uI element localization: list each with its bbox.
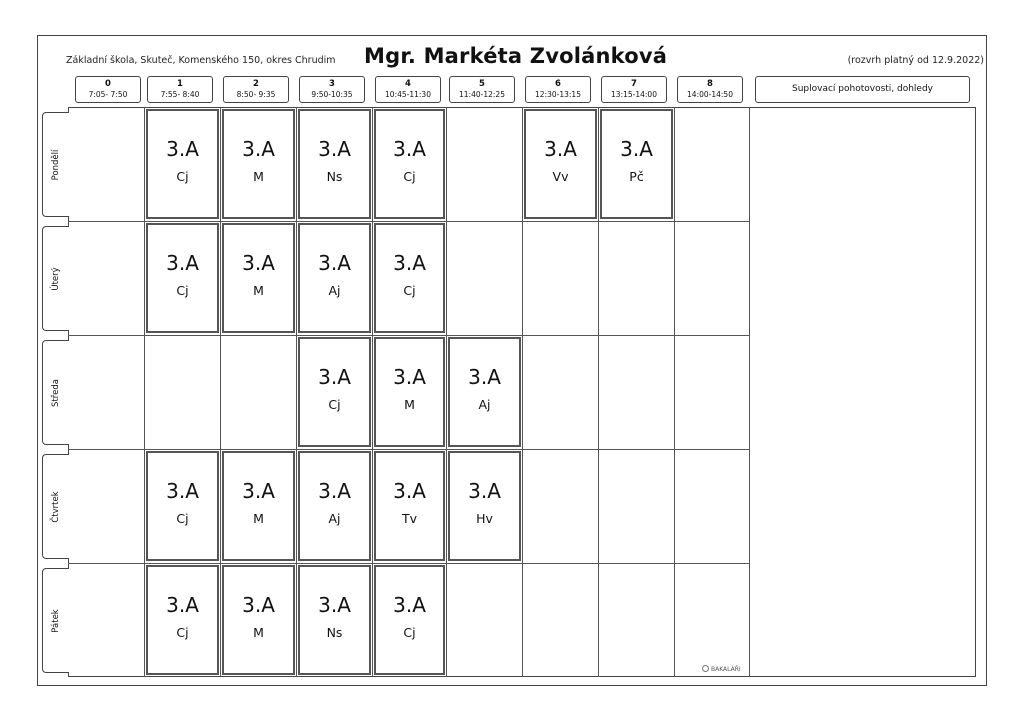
lesson-subject: M xyxy=(404,397,415,412)
lesson-cell xyxy=(524,109,597,219)
lesson-cell xyxy=(222,223,295,333)
lesson-cell xyxy=(298,223,371,333)
teacher-name: Mgr. Markéta Zvolánková xyxy=(364,44,668,68)
grid-row-divider xyxy=(68,449,749,450)
period-number: 3 xyxy=(329,79,335,89)
lesson-class: 3.A xyxy=(468,479,501,503)
period-number: 6 xyxy=(555,79,561,89)
period-time: 10:45-11:30 xyxy=(385,90,431,99)
grid-row-divider xyxy=(68,221,749,222)
lesson-subject: Cj xyxy=(176,625,189,640)
period-header-0 xyxy=(75,76,141,103)
period-time: 13:15-14:00 xyxy=(611,90,657,99)
lesson-class: 3.A xyxy=(620,137,653,161)
grid-column-divider xyxy=(522,107,523,677)
lesson-subject: M xyxy=(253,169,264,184)
grid-row-divider xyxy=(68,335,749,336)
lesson-cell xyxy=(298,337,371,447)
lesson-class: 3.A xyxy=(318,251,351,275)
lesson-class: 3.A xyxy=(393,593,426,617)
period-time: 8:50- 9:35 xyxy=(236,90,276,99)
period-number: 0 xyxy=(105,79,111,89)
period-number: 7 xyxy=(631,79,637,89)
lesson-class: 3.A xyxy=(393,479,426,503)
lesson-subject: Aj xyxy=(478,397,491,412)
lesson-cell xyxy=(448,451,521,561)
lesson-subject: Ns xyxy=(326,625,343,640)
day-label: Středa xyxy=(51,378,61,407)
period-header-8 xyxy=(677,76,743,103)
grid-column-divider xyxy=(674,107,675,677)
period-number: 1 xyxy=(177,79,183,89)
period-header-3 xyxy=(299,76,365,103)
lesson-cell xyxy=(222,565,295,675)
lesson-subject: Cj xyxy=(176,169,189,184)
lesson-class: 3.A xyxy=(242,593,275,617)
lesson-subject: Pč xyxy=(629,169,644,184)
day-label: Pátek xyxy=(51,608,61,633)
period-number: 2 xyxy=(253,79,259,89)
lesson-class: 3.A xyxy=(242,251,275,275)
lesson-subject: Cj xyxy=(403,169,416,184)
lesson-cell xyxy=(298,451,371,561)
period-header-6 xyxy=(525,76,591,103)
period-header-7 xyxy=(601,76,667,103)
lesson-class: 3.A xyxy=(544,137,577,161)
lesson-cell xyxy=(222,451,295,561)
day-tab xyxy=(42,226,69,331)
lesson-class: 3.A xyxy=(393,251,426,275)
day-tab xyxy=(42,340,69,445)
lesson-cell xyxy=(146,451,219,561)
lesson-class: 3.A xyxy=(393,137,426,161)
lesson-class: 3.A xyxy=(318,593,351,617)
period-time: 14:00-14:50 xyxy=(687,90,733,99)
period-number: 8 xyxy=(707,79,713,89)
lesson-cell xyxy=(600,109,673,219)
period-header-5 xyxy=(449,76,515,103)
lesson-cell xyxy=(146,109,219,219)
lesson-subject: Aj xyxy=(328,511,341,526)
day-tab xyxy=(42,454,69,559)
lesson-class: 3.A xyxy=(468,365,501,389)
lesson-subject: Cj xyxy=(176,511,189,526)
grid-column-divider xyxy=(372,107,373,677)
period-header-1 xyxy=(147,76,213,103)
day-tab xyxy=(42,112,69,217)
lesson-cell xyxy=(448,337,521,447)
lesson-class: 3.A xyxy=(318,365,351,389)
day-label: Pondělí xyxy=(51,149,61,180)
bakalari-logo-icon xyxy=(702,665,709,672)
valid-from-note: (rozvrh platný od 12.9.2022) xyxy=(847,55,984,66)
period-header-4 xyxy=(375,76,441,103)
grid-row-divider xyxy=(68,563,749,564)
bakalari-logo-text: BAKALÁŘI xyxy=(711,666,741,673)
day-label: Úterý xyxy=(51,266,61,291)
lesson-subject: Aj xyxy=(328,283,341,298)
period-time: 11:40-12:25 xyxy=(459,90,505,99)
period-time: 9:50-10:35 xyxy=(311,90,353,99)
lesson-class: 3.A xyxy=(242,479,275,503)
grid-column-divider xyxy=(749,107,750,677)
duty-column-header: Suplovací pohotovosti, dohledy xyxy=(755,76,970,103)
lesson-class: 3.A xyxy=(166,137,199,161)
grid-column-divider xyxy=(144,107,145,677)
period-time: 7:05- 7:50 xyxy=(88,90,128,99)
lesson-subject: Cj xyxy=(328,397,341,412)
day-tab xyxy=(42,568,69,673)
lesson-cell xyxy=(222,109,295,219)
school-name: Základní škola, Skuteč, Komenského 150, okres Chrudim xyxy=(66,55,336,66)
lesson-class: 3.A xyxy=(166,479,199,503)
period-number: 5 xyxy=(479,79,485,89)
period-time: 12:30-13:15 xyxy=(535,90,581,99)
lesson-subject: M xyxy=(253,625,264,640)
lesson-subject: Cj xyxy=(176,283,189,298)
lesson-class: 3.A xyxy=(166,593,199,617)
lesson-subject: Cj xyxy=(403,283,416,298)
lesson-cell xyxy=(374,223,445,333)
lesson-cell xyxy=(374,337,445,447)
lesson-subject: Ns xyxy=(326,169,343,184)
lesson-class: 3.A xyxy=(393,365,426,389)
period-time: 7:55- 8:40 xyxy=(160,90,200,99)
lesson-class: 3.A xyxy=(318,137,351,161)
lesson-subject: Vv xyxy=(552,169,569,184)
lesson-subject: M xyxy=(253,511,264,526)
lesson-subject: M xyxy=(253,283,264,298)
day-label: Čtvrtek xyxy=(51,490,61,523)
period-header-2 xyxy=(223,76,289,103)
lesson-cell xyxy=(374,565,445,675)
grid-column-divider xyxy=(598,107,599,677)
lesson-cell xyxy=(146,223,219,333)
grid-column-divider xyxy=(296,107,297,677)
lesson-cell xyxy=(298,565,371,675)
lesson-subject: Cj xyxy=(403,625,416,640)
period-number: 4 xyxy=(405,79,411,89)
lesson-cell xyxy=(146,565,219,675)
lesson-cell xyxy=(374,451,445,561)
lesson-subject: Tv xyxy=(401,511,418,526)
lesson-class: 3.A xyxy=(166,251,199,275)
grid-column-divider xyxy=(446,107,447,677)
lesson-cell xyxy=(298,109,371,219)
grid-column-divider xyxy=(220,107,221,677)
lesson-class: 3.A xyxy=(318,479,351,503)
bakalari-logo xyxy=(702,665,741,673)
lesson-subject: Hv xyxy=(476,511,493,526)
lesson-class: 3.A xyxy=(242,137,275,161)
lesson-cell xyxy=(374,109,445,219)
